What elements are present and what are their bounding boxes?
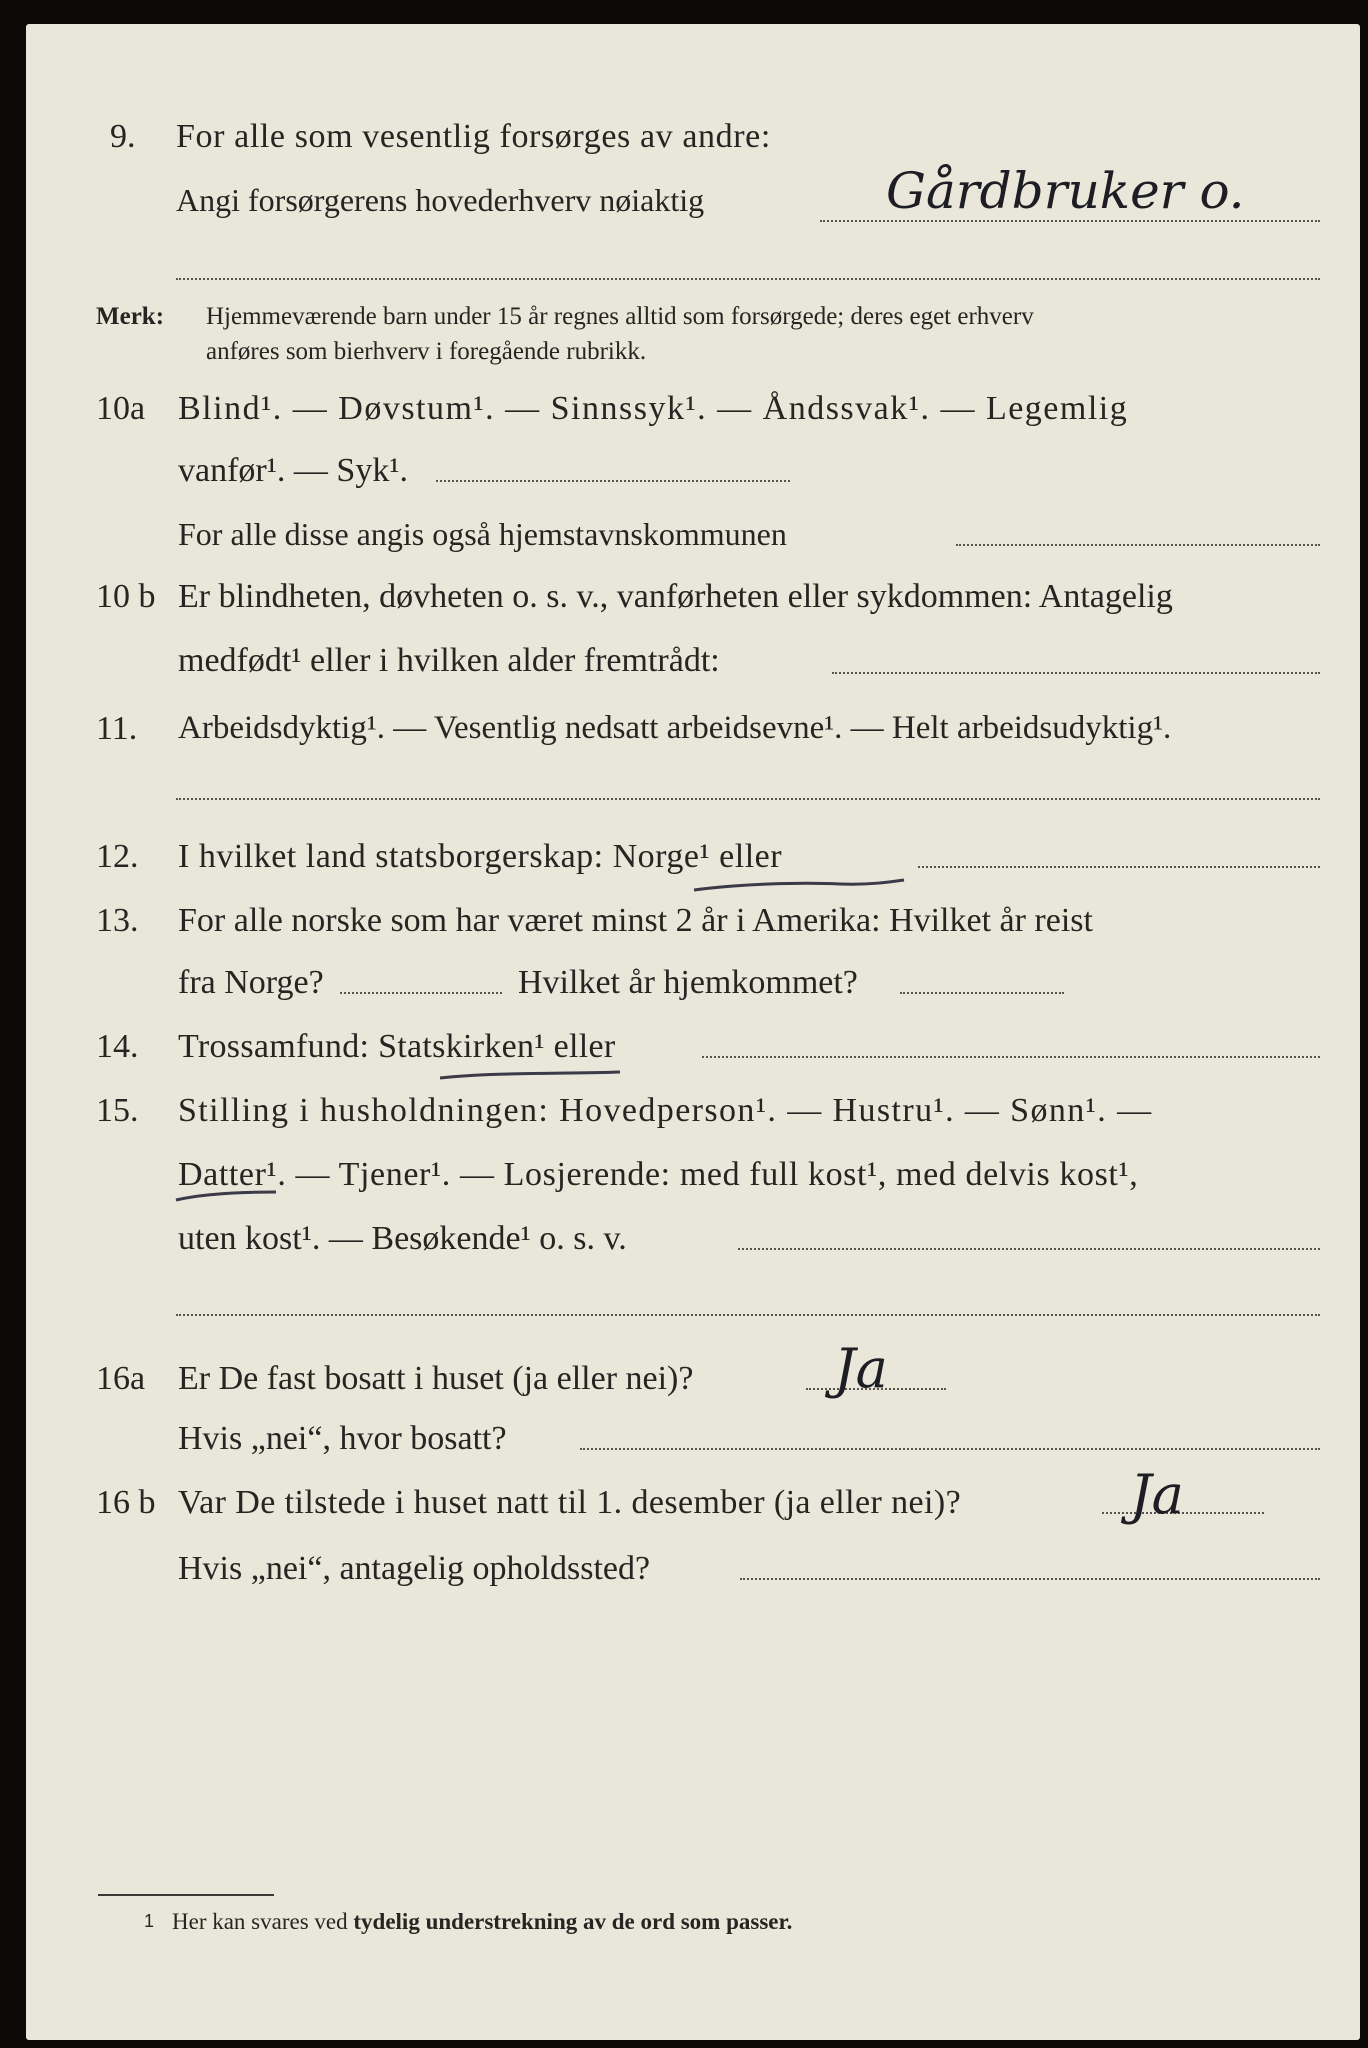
q10b-number: 10 b <box>96 578 156 615</box>
q11-number: 11. <box>96 710 138 747</box>
q13-line2b: Hvilket år hjemkommet? <box>518 964 858 1001</box>
q16a-number: 16a <box>96 1360 146 1397</box>
q16b-handwritten-answer: Ja <box>1130 1463 1184 1526</box>
footnote-marker: 1 <box>144 1911 155 1931</box>
q10b-answer-line <box>832 672 1320 674</box>
q14-statskirken-underline <box>436 1066 626 1086</box>
q9-answer-line <box>820 220 1320 222</box>
q13-line2a: fra Norge? <box>178 964 324 1001</box>
q12-number: 12. <box>96 838 139 875</box>
q14-number: 14. <box>96 1028 139 1065</box>
q12-norge-underline <box>690 876 910 898</box>
q10a-line2: vanfør¹. — Syk¹. <box>178 452 409 489</box>
q16a-bosatt-line <box>580 1448 1320 1450</box>
q16a-handwritten-answer: Ja <box>834 1337 888 1400</box>
q10b-line1: Er blindheten, døvheten o. s. v., vanførheten eller sykdommen: Antagelig <box>178 578 1173 615</box>
q15-answer-line <box>738 1248 1320 1250</box>
q16b-number: 16 b <box>96 1484 156 1521</box>
q9-line2: Angi forsørgerens hovederhverv nøiaktig <box>176 182 705 218</box>
census-form-page <box>26 24 1360 2040</box>
q13-line1: For alle norske som har været minst 2 år i Amerika: Hvilket år reist <box>178 902 1093 939</box>
q10a-line3: For alle disse angis også hjemstavnskommunen <box>178 516 787 552</box>
q14-line1: Trossamfund: Statskirken¹ eller <box>178 1028 616 1065</box>
q9-extra-line <box>176 278 1320 280</box>
q10a-line1: Blind¹. — Døvstum¹. — Sinnssyk¹. — Åndssvak¹. — Legemlig <box>178 390 1129 427</box>
q10a-syk-line <box>436 480 790 482</box>
q14-answer-line <box>702 1056 1320 1058</box>
q13-number: 13. <box>96 902 139 939</box>
q9-line1: For alle som vesentlig forsørges av andre: <box>176 118 771 155</box>
q9-number: 9. <box>110 118 136 155</box>
q10a-hjemstavn-line <box>956 544 1320 546</box>
q10a-number: 10a <box>96 390 146 427</box>
q13-hjemkommet-line <box>900 992 1064 994</box>
q15-line1: Stilling i husholdningen: Hovedperson¹. — Hustru¹. — Sønn¹. — <box>178 1092 1153 1129</box>
q12-line1: I hvilket land statsborgerskap: Norge¹ eller <box>178 838 783 875</box>
q15-line3: uten kost¹. — Besøkende¹ o. s. v. <box>178 1220 627 1257</box>
q16b-line1: Var De tilstede i huset natt til 1. desember (ja eller nei)? <box>178 1484 962 1521</box>
q9-handwritten-answer: Gårdbruker o. <box>886 162 1245 220</box>
footnote-text <box>172 1910 792 1933</box>
q16a-line2: Hvis „nei“, hvor bosatt? <box>178 1420 507 1457</box>
q16a-line1: Er De fast bosatt i huset (ja eller nei)? <box>178 1360 694 1397</box>
q15-extra-line <box>176 1314 1320 1316</box>
q15-line2: Datter¹. — Tjener¹. — Losjerende: med full kost¹, med delvis kost¹, <box>178 1156 1139 1193</box>
q11-line1: Arbeidsdyktig¹. — Vesentlig nedsatt arbeidsevne¹. — Helt arbeidsudyktig¹. <box>178 710 1172 746</box>
merk-label: Merk: <box>96 303 165 330</box>
q15-number: 15. <box>96 1092 139 1129</box>
q15-datter-underline <box>172 1188 282 1206</box>
q13-reist-line <box>340 992 502 994</box>
footnote-text-bold: tydelig understrekning av de ord som passer. <box>353 1909 793 1934</box>
q10b-line2: medfødt¹ eller i hvilken alder fremtrådt: <box>178 642 720 679</box>
q12-answer-line <box>918 866 1320 868</box>
q16b-opholdssted-line <box>740 1578 1320 1580</box>
q11-extra-line <box>176 798 1320 800</box>
footnote-text-plain: Her kan svares ved <box>172 1909 354 1934</box>
merk-line2: anføres som bierhverv i foregående rubrikk. <box>206 338 647 365</box>
footnote-rule <box>98 1894 274 1896</box>
q16b-line2: Hvis „nei“, antagelig opholdssted? <box>178 1550 651 1587</box>
merk-line1: Hjemmeværende barn under 15 år regnes alltid som forsørgede; deres eget erhverv <box>206 303 1034 330</box>
